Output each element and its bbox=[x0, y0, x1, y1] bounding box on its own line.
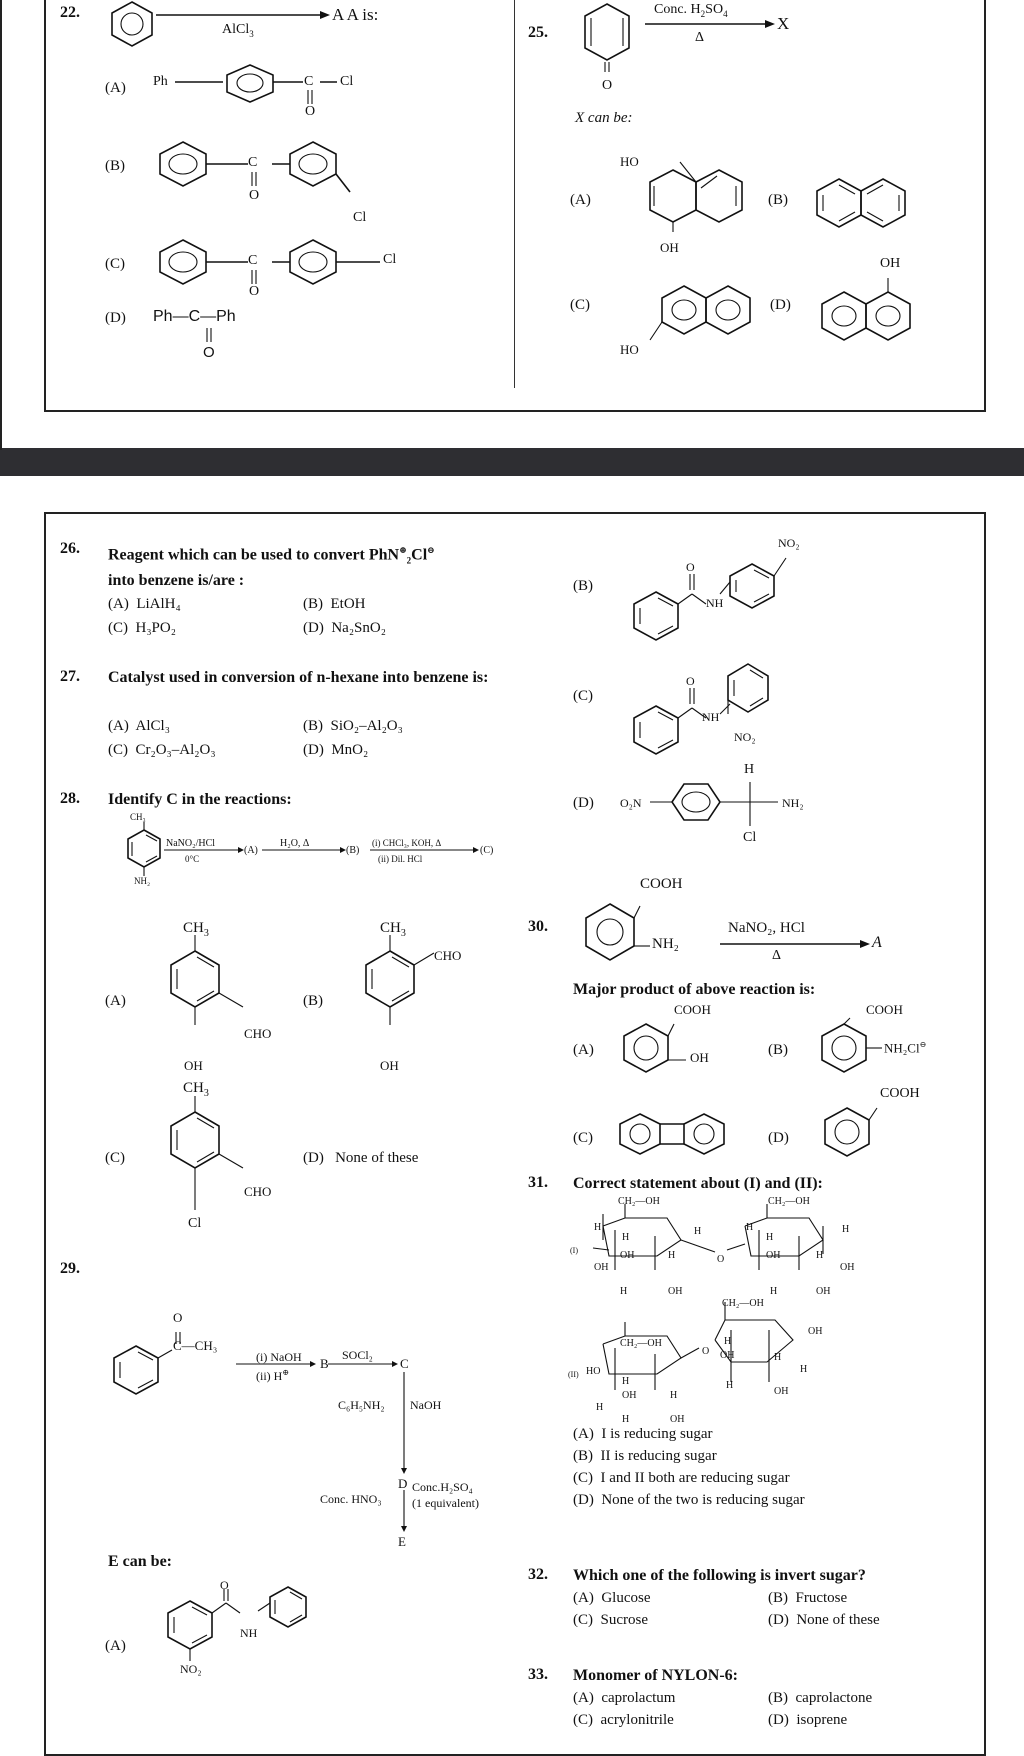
q25-option-c-ho: HO bbox=[620, 342, 639, 357]
q22-number: 22. bbox=[60, 4, 80, 21]
q30-prompt: Major product of above reaction is: bbox=[573, 981, 816, 998]
q32-text: Which one of the following is invert sugar? bbox=[573, 1567, 866, 1584]
q28-text: Identify C in the reactions: bbox=[108, 791, 292, 808]
q25-option-c-label: (C) bbox=[570, 297, 590, 313]
q29-d: D bbox=[398, 1476, 408, 1491]
q28-step2-top: H₂O, Δ bbox=[280, 838, 310, 849]
q33-option-c: (C) acrylonitrile bbox=[573, 1712, 674, 1728]
q27-option-c: (C) Cr₂O₃–Al₂O₃ bbox=[108, 742, 216, 758]
benzene-ring-icon bbox=[227, 65, 273, 102]
q29-e: E bbox=[398, 1534, 406, 1549]
q28-option-b-cho: CHO bbox=[434, 948, 462, 963]
q29-c: C bbox=[400, 1356, 409, 1371]
q22-option-b-label: (B) bbox=[105, 158, 125, 174]
q31-s1-oh6: OH bbox=[816, 1286, 831, 1297]
benzene-ring-icon bbox=[672, 784, 720, 820]
q22-option-a-cl: Cl bbox=[340, 74, 354, 89]
q31-s1-h8: H bbox=[816, 1250, 824, 1261]
left-page-edge bbox=[0, 0, 2, 450]
q31-option-a: (A) I is reducing sugar bbox=[573, 1426, 713, 1442]
q22-option-c-c: C bbox=[248, 253, 258, 268]
q25-option-d-label: (D) bbox=[770, 297, 791, 313]
benzene-ring-icon bbox=[634, 706, 678, 754]
q29-option-b-o: O bbox=[686, 560, 695, 574]
q31-s1-oh1: OH bbox=[620, 1250, 635, 1261]
q31-s1-o: O bbox=[717, 1254, 725, 1265]
q29-prompt: E can be: bbox=[108, 1553, 172, 1570]
q30-option-a-oh: OH bbox=[690, 1050, 709, 1065]
q25-option-a-ho: HO bbox=[620, 154, 639, 169]
quinone-ring-icon bbox=[585, 4, 629, 60]
q25-reagent-top: Conc. $H_2SO_4$ bbox=[654, 2, 728, 19]
q29-nitration-right2: (1 equivalent) bbox=[412, 1496, 479, 1510]
q25-number: 25. bbox=[528, 24, 548, 41]
q28-option-a-cho: CHO bbox=[244, 1026, 272, 1041]
q29-option-a-nh: NH bbox=[240, 1626, 258, 1640]
page-separator-band bbox=[0, 448, 1024, 476]
q28-option-b-label: (B) bbox=[303, 993, 323, 1009]
q31-number: 31. bbox=[528, 1174, 548, 1191]
q30-reaction bbox=[570, 900, 870, 970]
q29-b: B bbox=[320, 1356, 329, 1371]
q22-option-d-carbonyl bbox=[204, 326, 216, 346]
q31-s2-h6: H bbox=[774, 1352, 782, 1363]
q31-roman-1: (I) bbox=[570, 1246, 578, 1255]
q32-option-b: (B) Fructose bbox=[768, 1590, 848, 1606]
q28-ch3: CH₃ bbox=[130, 812, 146, 822]
q27-option-b: (B) SiO₂–Al₂O₃ bbox=[303, 718, 403, 734]
q28-step1-top: NaNO₂/HCl bbox=[166, 838, 216, 849]
q30-option-a-cooh: COOH bbox=[674, 1002, 711, 1017]
q33-option-d: (D) isoprene bbox=[768, 1712, 848, 1728]
q28-option-a-structure bbox=[155, 935, 285, 1065]
q31-s1-h5: H bbox=[620, 1286, 628, 1297]
q25-o: O bbox=[602, 78, 613, 93]
q31-s1-h10: H bbox=[770, 1286, 778, 1297]
q22-option-a-ph: Ph bbox=[153, 74, 168, 89]
q31-s2-h1: H bbox=[622, 1376, 630, 1387]
q30-option-a-label: (A) bbox=[573, 1042, 594, 1058]
q31-s2-oh5: OH bbox=[774, 1386, 789, 1397]
q22-option-b-c: C bbox=[248, 155, 258, 170]
q29-number: 29. bbox=[60, 1260, 80, 1277]
q28-final: (C) bbox=[480, 845, 494, 856]
q31-s2-oh2: OH bbox=[670, 1414, 685, 1425]
q29-nitration-right: Conc.H₂SO₄ bbox=[412, 1480, 473, 1494]
q22-option-b-o: O bbox=[249, 188, 260, 203]
q27-option-d: (D) MnO₂ bbox=[303, 742, 369, 758]
q22-option-c-label: (C) bbox=[105, 256, 125, 272]
q26-option-c: (C) H₃PO₂ bbox=[108, 620, 176, 636]
q22-option-d-label: (D) bbox=[105, 310, 126, 326]
q25-option-a-label: (A) bbox=[570, 192, 591, 208]
q22-option-a-structure bbox=[175, 60, 395, 140]
q28-option-b-ch3: $CH_3$ bbox=[380, 920, 406, 939]
q25-option-b-label: (B) bbox=[768, 192, 788, 208]
pyranose-ring-icon bbox=[593, 1204, 715, 1270]
q31-s1-oh2: OH bbox=[594, 1262, 609, 1273]
q29-option-c-label: (C) bbox=[573, 688, 593, 704]
q29-reaction-scheme bbox=[110, 1300, 510, 1560]
benzene-ring-icon bbox=[822, 1024, 866, 1072]
q29-option-d-label: (D) bbox=[573, 795, 594, 811]
q31-s2-h7: H bbox=[800, 1364, 808, 1375]
benzene-ring-icon bbox=[290, 142, 336, 186]
q30-reagent: NaNO₂, HCl bbox=[728, 920, 805, 936]
q33-text: Monomer of NYLON-6: bbox=[573, 1667, 739, 1684]
q30-delta: Δ bbox=[772, 948, 782, 963]
q22-option-c-cl: Cl bbox=[383, 252, 397, 267]
q29-option-d-nh2: NH₂ bbox=[782, 796, 804, 810]
q29-option-d-o2n: O₂N bbox=[620, 796, 642, 810]
q31-s2-oh3: OH bbox=[720, 1350, 735, 1361]
benzene-ring-icon bbox=[160, 240, 206, 284]
q28-option-c-cho: CHO bbox=[244, 1184, 272, 1199]
q31-s2-ch2oh-a: CH₂—OH bbox=[620, 1338, 662, 1349]
q30-product: A bbox=[872, 934, 882, 951]
q29-anilines: C₆H₅NH₂ bbox=[338, 1398, 385, 1412]
q31-s2-oh1: OH bbox=[622, 1390, 637, 1401]
q26-text: Reagent which can be used to convert PhN⊕$_2$Cl⊖ into benzene is/are : bbox=[108, 545, 435, 589]
q28-option-c-structure bbox=[155, 1090, 285, 1220]
q29-option-c-no2: NO₂ bbox=[734, 730, 756, 744]
q22-reagent: AlCl$_3$ bbox=[222, 22, 254, 39]
q22-option-a-c: C bbox=[304, 74, 314, 89]
q28-option-a-label: (A) bbox=[105, 993, 126, 1009]
q31-option-d: (D) None of the two is reducing sugar bbox=[573, 1492, 805, 1508]
q31-s1-oh4: OH bbox=[766, 1250, 781, 1261]
naphthalene-icon bbox=[662, 286, 750, 334]
q25-option-d-oh: OH bbox=[880, 256, 901, 271]
q28-inter-b: (B) bbox=[346, 845, 360, 856]
benzene-ring-icon bbox=[168, 1601, 212, 1649]
q22-option-d-o: O bbox=[203, 344, 215, 361]
q26-option-b: (B) EtOH bbox=[303, 596, 366, 612]
benzene-ring-icon bbox=[290, 240, 336, 284]
q31-roman-2: (II) bbox=[568, 1370, 579, 1379]
q28-option-b-oh: OH bbox=[380, 1058, 399, 1073]
q25-product: X bbox=[777, 14, 790, 33]
q27-number: 27. bbox=[60, 668, 80, 685]
q28-option-c-label: (C) bbox=[105, 1150, 125, 1166]
q22-option-d-text: Ph—C—Ph bbox=[153, 308, 236, 325]
q30-option-a-structure bbox=[612, 1018, 732, 1078]
benzene-ring-icon bbox=[128, 822, 160, 876]
q31-text: Correct statement about (I) and (II): bbox=[573, 1175, 823, 1192]
q29-o: O bbox=[173, 1310, 183, 1325]
q29-socl2: SOCl₂ bbox=[342, 1348, 373, 1362]
q29-option-a-no2: NO₂ bbox=[180, 1662, 202, 1676]
benzene-ring-icon bbox=[160, 142, 206, 186]
q29-option-c-o: O bbox=[686, 674, 695, 688]
benzene-ring-icon bbox=[112, 2, 152, 46]
q33-number: 33. bbox=[528, 1666, 548, 1683]
q29-option-c-structure bbox=[630, 660, 810, 770]
naphthalene-icon bbox=[817, 179, 905, 227]
q26-option-a: (A) LiAlH₄ bbox=[108, 596, 181, 612]
q25-option-a-structure bbox=[640, 140, 750, 250]
benzene-ring-icon bbox=[586, 904, 634, 960]
q32-option-c: (C) Sucrose bbox=[573, 1612, 648, 1628]
q29-option-d-h: H bbox=[744, 762, 755, 777]
top-column-divider bbox=[514, 0, 515, 388]
q26-option-d: (D) Na₂SnO₂ bbox=[303, 620, 386, 636]
q25-option-d-structure bbox=[820, 270, 930, 360]
benzene-ring-icon bbox=[624, 1024, 668, 1072]
q22-option-c-structure bbox=[150, 238, 410, 308]
q33-option-a: (A) caprolactum bbox=[573, 1690, 676, 1706]
q30-option-c-label: (C) bbox=[573, 1130, 593, 1146]
q30-option-b-cooh: COOH bbox=[866, 1002, 903, 1017]
q29-option-a-label: (A) bbox=[105, 1638, 126, 1654]
q28-step3-bottom: (ii) Dil. HCl bbox=[378, 854, 423, 864]
q31-s2-h5: H bbox=[724, 1336, 732, 1347]
q22-option-c-o: O bbox=[249, 284, 260, 299]
q30-cooh: COOH bbox=[640, 876, 683, 892]
q22-option-b-cl: Cl bbox=[353, 210, 367, 225]
q32-number: 32. bbox=[528, 1566, 548, 1583]
q31-s2-oh4: OH bbox=[808, 1326, 823, 1337]
q31-s1-oh5: OH bbox=[840, 1262, 855, 1273]
q28-option-d: (D) None of these bbox=[303, 1150, 419, 1166]
benzene-ring-icon bbox=[730, 564, 774, 608]
q28-step3-top: (i) CHCl₃, KOH, Δ bbox=[372, 838, 442, 848]
benzene-ring-icon bbox=[728, 664, 768, 712]
q28-nh2: NH₂ bbox=[134, 876, 151, 886]
q32-option-a: (A) Glucose bbox=[573, 1590, 651, 1606]
benzene-ring-icon bbox=[270, 1587, 306, 1627]
q31-s1-ch2oh-a: CH₂—OH bbox=[618, 1196, 660, 1207]
q29-option-b-label: (B) bbox=[573, 578, 593, 594]
q31-s1-oh3: OH bbox=[668, 1286, 683, 1297]
q29-option-d-cl: Cl bbox=[743, 830, 757, 845]
q31-s2-h4: H bbox=[622, 1414, 630, 1425]
q31-s2-ho: HO bbox=[586, 1366, 601, 1377]
q31-option-c: (C) I and II both are reducing sugar bbox=[573, 1470, 790, 1486]
q31-s2-h3: H bbox=[596, 1402, 604, 1413]
q22-option-b-structure bbox=[150, 140, 380, 230]
benzene-ring-icon bbox=[825, 1108, 869, 1156]
q30-option-b-diazo: NH₂Cl⊖ bbox=[884, 1040, 927, 1056]
q28-reaction-scheme bbox=[110, 822, 510, 912]
q31-s1-h9: H bbox=[842, 1224, 850, 1235]
q31-s1-ch2oh-b: CH₂—OH bbox=[768, 1196, 810, 1207]
q31-s1-h4: H bbox=[694, 1226, 702, 1237]
pyranose-ring-icon bbox=[603, 1322, 699, 1390]
q29-naoh: NaOH bbox=[410, 1398, 442, 1412]
q25-prompt: X can be: bbox=[575, 110, 633, 126]
q30-option-d-label: (D) bbox=[768, 1130, 789, 1146]
q27-text: Catalyst used in conversion of n-hexane into benzene is: bbox=[108, 669, 489, 686]
q25-option-c-structure bbox=[650, 282, 770, 362]
q31-s1-h2: H bbox=[622, 1232, 630, 1243]
q27-option-a: (A) AlCl₃ bbox=[108, 718, 170, 734]
q29-option-b-no2: NO₂ bbox=[778, 536, 800, 550]
q29-reagent1-top: (i) NaOH bbox=[256, 1350, 302, 1364]
benzene-ring-icon bbox=[114, 1346, 158, 1394]
q22-option-a-label: (A) bbox=[105, 80, 126, 96]
q29-option-c-nh: NH bbox=[702, 710, 720, 724]
q26-number: 26. bbox=[60, 540, 80, 557]
q29-ch3: C—CH₃ bbox=[173, 1338, 218, 1353]
q28-option-a-oh: OH bbox=[184, 1058, 203, 1073]
q32-option-d: (D) None of these bbox=[768, 1612, 880, 1628]
q25-option-b-structure bbox=[815, 175, 925, 235]
q31-s2-h2: H bbox=[670, 1390, 678, 1401]
q28-option-a-ch3: $CH_3$ bbox=[183, 920, 209, 939]
q22-option-a-o: O bbox=[305, 104, 316, 119]
q31-s1-h3: H bbox=[668, 1250, 676, 1261]
q28-option-c-ch3: $CH_3$ bbox=[183, 1080, 209, 1099]
q31-option-b: (B) II is reducing sugar bbox=[573, 1448, 717, 1464]
q30-nh2: NH₂ bbox=[652, 936, 679, 952]
pyranose-ring-icon bbox=[745, 1204, 823, 1270]
q30-option-c-structure bbox=[612, 1110, 752, 1160]
q30-option-b-label: (B) bbox=[768, 1042, 788, 1058]
q31-s1-h7: H bbox=[766, 1232, 774, 1243]
q25-reagent-bottom: Δ bbox=[695, 30, 705, 45]
q30-option-d-cooh: COOH bbox=[880, 1086, 920, 1101]
q31-s2-h8: H bbox=[726, 1380, 734, 1391]
q29-reagent1-bottom: (ii) H⊕ bbox=[256, 1368, 290, 1383]
q31-s1-h6: H bbox=[746, 1222, 754, 1233]
naphthalene-icon bbox=[822, 292, 910, 340]
q25-option-a-oh: OH bbox=[660, 240, 679, 255]
benzene-ring-icon bbox=[634, 592, 678, 640]
q29-option-a-o: O bbox=[220, 1578, 229, 1592]
q30-number: 30. bbox=[528, 918, 548, 935]
q31-s1-h1: H bbox=[594, 1222, 602, 1233]
q29-option-b-nh: NH bbox=[706, 596, 724, 610]
q29-nitration-left: Conc. HNO₃ bbox=[320, 1492, 382, 1506]
q31-s2-ch2oh-b: CH₂—OH bbox=[722, 1298, 764, 1309]
q28-number: 28. bbox=[60, 790, 80, 807]
q28-inter-a: (A) bbox=[244, 845, 258, 856]
q30-option-d-structure bbox=[815, 1098, 895, 1158]
q31-s2-o: O bbox=[702, 1346, 710, 1357]
q28-option-c-cl: Cl bbox=[188, 1216, 202, 1231]
q33-option-b: (B) caprolactone bbox=[768, 1690, 873, 1706]
q28-step1-bottom: 0°C bbox=[185, 854, 200, 864]
biphenylene-icon bbox=[620, 1114, 724, 1154]
q22-suffix: A A is: bbox=[332, 5, 379, 24]
